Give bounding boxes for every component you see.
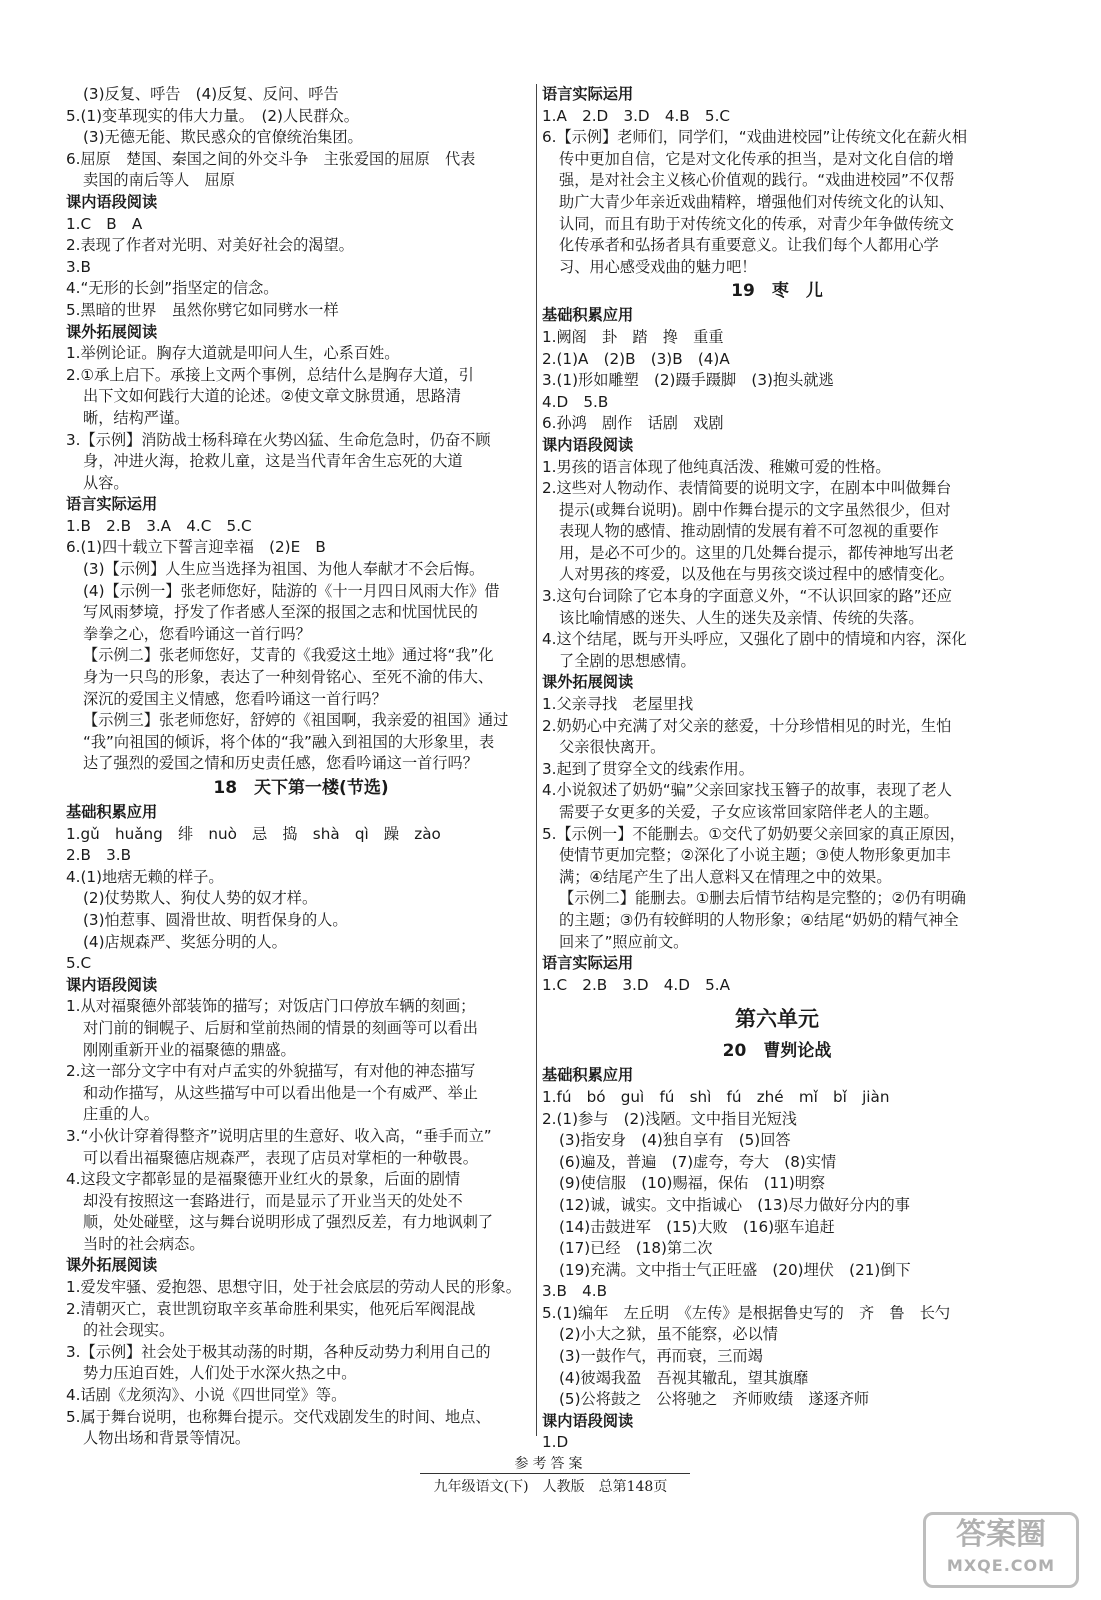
- answer-line: 3.【示例】消防战士杨科璋在火势凶猛、生命危急时，仍奋不顾: [66, 430, 491, 449]
- answer-line: (3)怕惹事、圆滑世故、明哲保身的人。: [83, 910, 348, 929]
- answer-line: 2.这些对人物动作、表情简要的说明文字，在剧本中叫做舞台: [542, 479, 952, 498]
- answer-line: 1.B 2.B 3.A 4.C 5.C: [66, 516, 252, 535]
- answer-line: 6.【示例】老师们，同学们，“戏曲进校园”让传统文化在薪火相: [542, 128, 968, 147]
- answer-line: 和动作描写，从这些描写中可以看出他是一个有威严、举止: [83, 1083, 478, 1102]
- answer-line: 5.(1)编年 左丘明 《左传》是根据鲁史写的 齐 鲁 长勺: [542, 1303, 951, 1322]
- column-divider: [536, 84, 537, 1436]
- right-column: [542, 84, 1012, 1454]
- answer-line: 3.【示例】社会处于极其动荡的时期，各种反动势力利用自己的: [66, 1342, 491, 1361]
- answer-line: 1.爱发牢骚、爱抱怨、思想守旧，处于社会底层的劳动人民的形象。: [66, 1278, 521, 1297]
- answer-line: 的社会现实。: [83, 1321, 175, 1340]
- section-heading: 课外拓展阅读: [66, 1256, 158, 1275]
- unit-title: 第六单元: [735, 1007, 819, 1032]
- answer-line: 2.奶奶心中充满了对父亲的慈爱，十分珍惜相见的时光，生怕: [542, 716, 952, 735]
- answer-line: 3.起到了贯穿全文的线索作用。: [542, 759, 754, 778]
- answer-line: 6.屈原 楚国、秦国之间的外交斗争 主张爱国的屈原 代表: [66, 149, 476, 168]
- answer-line: (3)【示例】人生应当选择为祖国、为他人奉献才不会后悔。: [83, 560, 485, 579]
- watermark-logo-domain: MXQE.COM: [946, 1556, 1056, 1575]
- answer-line: 人对男孩的疼爱，以及他在与男孩交谈过程中的感情变化。: [559, 565, 954, 584]
- answer-line: 5.【示例一】不能删去。①交代了奶奶要父亲回家的真正原因，: [542, 824, 965, 843]
- section-heading: 课外拓展阅读: [542, 673, 634, 692]
- answer-line: 1.D: [542, 1433, 569, 1452]
- answer-line: 1.父亲寻找 老屋里找: [542, 695, 694, 714]
- answer-line: 却没有按照这一套路进行，而是显示了开业当天的处处不: [83, 1191, 463, 1210]
- answer-line: 回来了”照应前文。: [559, 932, 689, 951]
- footer-page-info: 九年级语文(下) 人教版 总第148页: [433, 1479, 668, 1495]
- answer-line: 4.(1)地痞无赖的样子。: [66, 867, 224, 886]
- answer-line: 深沉的爱国主义情感，您看吟诵这一首行吗？: [83, 689, 387, 708]
- answer-line: 5.C: [66, 954, 92, 973]
- answer-line: 1.从对福聚德外部装饰的描写；对饭店门口停放车辆的刻画；: [66, 997, 476, 1016]
- answer-line: 身，冲进火海，抢救儿童，这是当代青年舍生忘死的大道: [83, 452, 463, 471]
- answer-line: 身为一只鸟的形象，表达了一种刻骨铭心、至死不渝的伟大、: [83, 668, 494, 687]
- answer-line: 4.“无形的长剑”指坚定的信念。: [66, 279, 279, 298]
- answer-line: 3.这句台词除了它本身的字面意义外，“不认识回家的路”还应: [542, 587, 952, 606]
- answer-line: 5.黑暗的世界 虽然你劈它如同劈水一样: [66, 300, 339, 319]
- answer-line: 3.B 4.B: [542, 1282, 608, 1301]
- answer-line: “我”向祖国的倾诉，将个体的“我”融入到祖国的大形象里，表: [83, 732, 495, 751]
- answer-line: 2.B 3.B: [66, 846, 132, 865]
- answer-line: 传中更加自信，它是对文化传承的担当，是对文化自信的增: [559, 149, 954, 168]
- section-heading: 课外拓展阅读: [66, 322, 158, 341]
- section-heading: 课内语段阅读: [66, 975, 158, 994]
- answer-line: 4.这个结尾，既与开头呼应，又强化了剧中的情境和内容，深化: [542, 630, 967, 649]
- answer-line: 认同，而且有助于对传统文化的传承，对青少年争做传统文: [559, 214, 954, 233]
- answer-line: 2.(1)A (2)B (3)B (4)A: [542, 349, 730, 368]
- watermark-logo: [923, 1512, 1079, 1588]
- answer-line: (17)已经 (18)第二次: [559, 1239, 713, 1258]
- answer-line: (12)诚，诚实。文中指诚心 (13)尽力做好分内的事: [559, 1195, 910, 1214]
- answer-line: 从容。: [83, 473, 129, 492]
- answer-line: (3)反复、呼告 (4)反复、反问、呼告: [83, 85, 339, 103]
- section-heading: 课内语段阅读: [542, 1411, 634, 1430]
- answer-line: (4)店规森严、奖惩分明的人。: [83, 932, 287, 951]
- answer-line: 1.A 2.D 3.D 4.B 5.C: [542, 106, 731, 125]
- answer-line: (9)使信服 (10)赐福，保佑 (11)明察: [559, 1174, 826, 1193]
- answer-line: 5.(1)变革现实的伟大力量。 (2)人民群众。: [66, 106, 359, 125]
- section-heading: 课内语段阅读: [542, 435, 634, 454]
- answer-line: 1.男孩的语言体现了他纯真活泼、稚嫩可爱的性格。: [542, 457, 891, 476]
- lesson-title: 19 枣 儿: [731, 281, 823, 302]
- answer-line: 1.C B A: [66, 214, 143, 233]
- answer-line: 满；④结尾产生了出人意料又在情理之中的效果。: [559, 867, 892, 886]
- answer-line: 达了强烈的爱国之情和历史责任感，您看吟诵这一首行吗？: [83, 754, 478, 773]
- answer-line: 使情节更加完整；②深化了小说主题；③使人物形象更加丰: [559, 846, 951, 865]
- section-heading: 语言实际运用: [542, 85, 634, 103]
- answer-line: 化传承者和弘扬者具有重要意义。让我们每个人都用心学: [559, 236, 939, 255]
- answer-line: 4.这段文字都彰显的是福聚德开业红火的景象，后面的剧情: [66, 1170, 461, 1189]
- answer-line: 【示例三】张老师您好，舒婷的《祖国啊，我亲爱的祖国》通过: [83, 711, 509, 730]
- answer-line: 当时的社会病态。: [83, 1234, 205, 1253]
- answer-line: 可以看出福聚德店规森严，表现了店员对掌柜的一种敬畏。: [83, 1148, 478, 1167]
- answer-line: 出下文如何践行大道的论述。②使文章文脉贯通，思路清: [83, 387, 462, 406]
- answer-line: 表现人物的感情、推动剧情的发展有着不可忽视的重要作: [559, 522, 939, 541]
- answer-line: 卖国的南后等人 屈原: [83, 171, 235, 190]
- answer-line: 提示(或舞台说明)。剧中作舞台提示的文字虽然很少，但对: [559, 500, 951, 519]
- answer-line: 3.“小伙计穿着得整齐”说明店里的生意好、收入高，“垂手而立”: [66, 1126, 492, 1145]
- answer-line: 1.C 2.B 3.D 4.D 5.A: [542, 975, 731, 994]
- answer-line: 6.孙鸿 剧作 话剧 戏剧: [542, 414, 724, 433]
- section-heading: 语言实际运用: [66, 495, 158, 514]
- answer-line: (4)【示例一】张老师您好，陆游的《十一月四日风雨大作》借: [83, 581, 500, 600]
- answer-line: 的主题；③仍有较鲜明的人物形象；④结尾“奶奶的精气神全: [559, 910, 959, 929]
- answer-line: (6)遍及，普遍 (7)虚夸，夸大 (8)实情: [559, 1152, 837, 1171]
- answer-line: 刚刚重新开业的福聚德的鼎盛。: [83, 1040, 296, 1059]
- section-heading: 课内语段阅读: [66, 192, 158, 211]
- answer-line: 2.表现了作者对光明、对美好社会的渴望。: [66, 236, 354, 255]
- answer-line: (14)击鼓进军 (15)大败 (16)驱车追赶: [559, 1217, 835, 1236]
- answer-line: 4.小说叙述了奶奶“骗”父亲回家找玉簪子的故事，表现了老人: [542, 781, 952, 800]
- section-heading: 基础积累应用: [542, 1066, 634, 1085]
- answer-line: 用，是必不可少的。这里的几处舞台提示，都传神地写出老: [559, 543, 954, 562]
- answer-line: 【示例二】能删去。①删去后情节结构是完整的；②仍有明确: [559, 889, 966, 908]
- answer-line: 晰，结构严谨。: [83, 408, 190, 427]
- answer-line: 势力压迫百姓，人们处于水深火热之中。: [83, 1364, 357, 1383]
- answer-line: 1.fú bó guì fú shì fú zhé mǐ bǐ jiàn: [542, 1087, 890, 1106]
- answer-line: 5.属于舞台说明，也称舞台提示。交代戏剧发生的时间、地点、: [66, 1407, 491, 1426]
- lesson-title: 20 曹刿论战: [722, 1041, 832, 1062]
- answer-line: (3)指安身 (4)独自享有 (5)回答: [559, 1131, 791, 1150]
- answer-line: 助广大青少年亲近戏曲精粹，增强他们对传统文化的认知、: [559, 192, 954, 211]
- answer-line: 庄重的人。: [83, 1105, 159, 1124]
- footer-rule: [420, 1473, 690, 1474]
- answer-line: (5)公将鼓之 公将驰之 齐师败绩 遂逐齐师: [559, 1390, 870, 1409]
- answer-line: 1.阙阁 卦 踏 搀 重重: [542, 327, 724, 346]
- section-heading: 基础积累应用: [66, 803, 158, 821]
- answer-line: (2)仗势欺人、狗仗人势的奴才样。: [83, 889, 318, 908]
- answer-line: 【示例二】张老师您好，艾青的《我爱这土地》通过将“我”化: [83, 646, 494, 665]
- answer-line: (19)充满。文中指士气正旺盛 (20)埋伏 (21)倒下: [559, 1260, 911, 1279]
- answer-line: (3)一鼓作气，再而衰，三而竭: [559, 1347, 763, 1366]
- answer-line: 4.D 5.B: [542, 392, 609, 411]
- lesson-title: 18 天下第一楼(节选): [213, 778, 389, 798]
- answer-line: 了全剧的思想感情。: [559, 651, 696, 670]
- answer-line: 2.①承上启下。承接上文两个事例，总结什么是胸存大道，引: [66, 365, 474, 384]
- answer-line: 强，是对社会主义核心价值观的践行。“戏曲进校园”不仅帮: [559, 171, 955, 190]
- answer-line: 2.清朝灭亡，袁世凯窃取辛亥革命胜利果实，他死后军阀混战: [66, 1299, 476, 1318]
- answer-line: 对门前的铜幌子、后厨和堂前热闹的情景的刻画等可以看出: [83, 1018, 478, 1037]
- answer-line: (2)小大之狱，虽不能察，必以情: [559, 1325, 778, 1344]
- watermark-logo-text: 答案圈: [956, 1517, 1046, 1552]
- answer-line: 2.(1)参与 (2)浅陋。文中指目光短浅: [542, 1109, 797, 1128]
- answer-line: 4.话剧《龙须沟》、小说《四世同堂》等。: [66, 1386, 347, 1405]
- answer-line: 1.举例论证。胸存大道就是叩问人生，心系百姓。: [66, 344, 400, 363]
- answer-line: 习、用心感受戏曲的魅力吧！: [559, 257, 757, 276]
- answer-line: 3.(1)形如雕塑 (2)蹑手蹑脚 (3)抱头就逃: [542, 371, 834, 390]
- answer-line: 写风雨梦境，抒发了作者感人至深的报国之志和忧国忧民的: [83, 603, 478, 622]
- section-heading: 基础积累应用: [542, 306, 634, 325]
- answer-line: 2.这一部分文字中有对卢孟实的外貌描写，有对他的神态描写: [66, 1062, 476, 1081]
- answer-line: 顺，处处碰壁，这与舞台说明形成了强烈反差，有力地讽刺了: [83, 1213, 494, 1232]
- answer-line: 3.B: [66, 257, 91, 276]
- left-column: [66, 84, 536, 1450]
- answer-line: 1.gǔ huǎng 绯 nuò 忌 捣 shà qì 躁 zào: [66, 824, 441, 843]
- section-heading: 语言实际运用: [542, 954, 634, 973]
- answer-line: (3)无德无能、欺民惑众的官僚统治集团。: [83, 128, 363, 147]
- answer-line: 6.(1)四十载立下誓言迎幸福 (2)E B: [66, 538, 326, 557]
- footer-title: 参考答案: [514, 1456, 587, 1472]
- answer-line: 父亲很快离开。: [559, 738, 666, 757]
- answer-line: 需要子女更多的关爱，子女应该常回家陪伴老人的主题。: [559, 803, 939, 821]
- answer-line: 人物出场和背景等情况。: [83, 1429, 251, 1448]
- answer-line: (4)彼竭我盈 吾视其辙乱，望其旗靡: [559, 1368, 809, 1387]
- answer-line: 该比喻情感的迷失、人生的迷失及亲情、传统的失落。: [559, 608, 924, 627]
- answer-line: 拳拳之心，您看吟诵这一首行吗？: [83, 624, 311, 643]
